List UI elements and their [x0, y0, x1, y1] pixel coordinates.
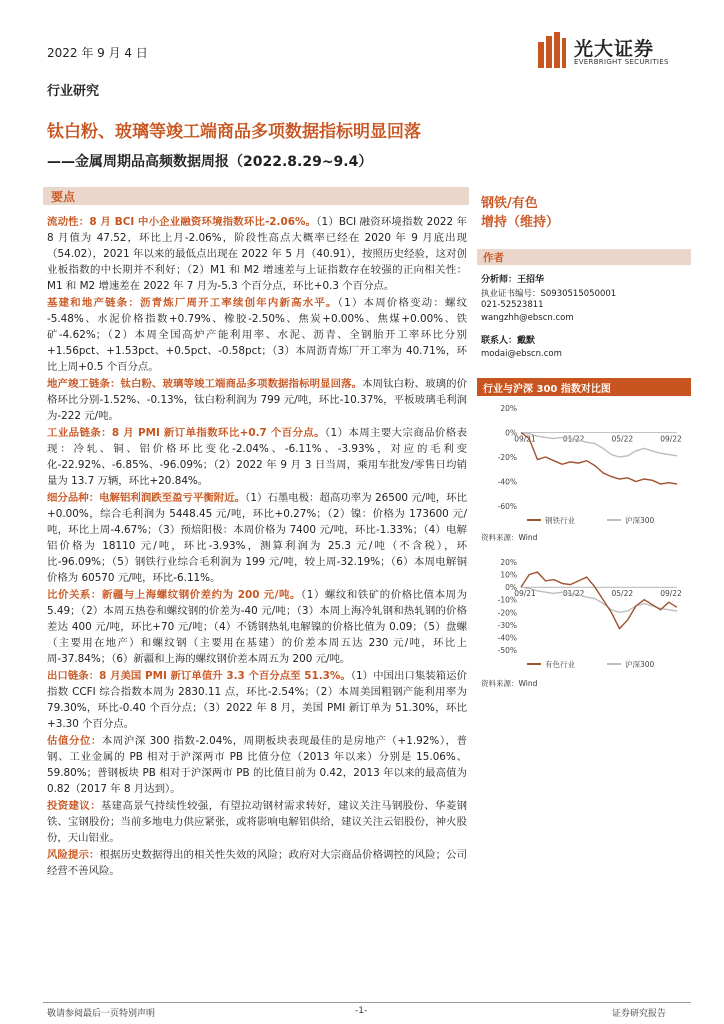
y-tick-label: -20% [497, 608, 517, 618]
paragraph-text: 本周沪深 300 指数-2.04%，周期板块表现最佳的是房地产（+1.92%），普钢、工业金属的 PB 相对于沪深两市 PB 比值分位（2013 年以来）分别是 15.06%、59.80%；普钢板块 PB 相对于沪深两市 PB 的比值目前为 0.42，2013 年以来的最高值为 0.82（2017 年 8 月达到）。 [47, 735, 467, 795]
paragraph-text: （1）螺纹和铁矿的价格比值本周为 5.49；（2）本周五热卷和螺纹钢的价差为-40 元/吨；（3）本周上海冷轧钢和热轧钢的价格差达 400 元/吨，环比+70 元/吨；（4）不锈钢热轧电解镍的价格比值为 0.09；（5）盘螺（主要用在地产）和螺纹钢（主要用在基建）的价差本周五达 230 元/吨，环比上周-37.84%；（6）新疆和上海的螺纹钢价差本周五为 200 元/吨。 [47, 589, 467, 665]
legend-label: 沪深300 [625, 516, 655, 525]
summary-paragraph [47, 214, 467, 294]
chart-source-1: 资料来源：Wind [481, 533, 538, 542]
chart-source-2: 资料来源：Wind [481, 679, 538, 688]
analyst-phone: 021-52523811 [481, 300, 544, 310]
y-tick-label: -50% [497, 646, 517, 655]
paragraph-text: 基建高景气持续性较强，有望拉动钢材需求转好，建议关注马钢股份、华菱钢铁、宝钢股份；当前多地电力供应紧张，或将影响电解铝供给，建议关注云铝股份，神火股份，天山铝业。 [47, 800, 468, 844]
everbright-logo-icon [538, 32, 566, 68]
paragraph-highlight: 流动性：8 月 BCI 中小企业融资环境指数环比-2.06%。 [47, 216, 317, 228]
y-tick-label: -30% [497, 620, 517, 630]
paragraph-highlight: 基建和地产链条：沥青炼厂周开工率续创年内新高水平。 [47, 297, 338, 309]
summary-paragraph [47, 798, 467, 846]
y-tick-label: -60% [497, 502, 517, 511]
paragraph-text: （1）本周主要大宗商品价格表现：冷轧、铜、铝价格环比变化-2.04%、-6.11%、-3.93%，对应的毛利变化-22.92%、-6.85%、-96.09%；（2）2022 年 9 月 3 日当周，乘用车批发/零售日均销量为 13.7 万辆，环比+20.84%。 [47, 427, 467, 487]
y-tick-label: 20% [500, 404, 517, 413]
paragraph-text: （1）中国出口集装箱运价指数 CCFI 综合指数本周为 2830.11 点，环比-2.54%；（2）本周美国粗钢产能利用率为 79.30%，环比-0.40 个百分点；（3）2022 年 8 月，美国 PMI 新订单为 51.30%，环比+3.30 个百分点。 [47, 670, 467, 730]
summary-paragraph [47, 376, 467, 424]
paragraph-highlight: 工业品链条：8 月 PMI 新订单指数环比+0.7 个百分点。 [47, 427, 325, 439]
x-tick-label: 09/22 [660, 434, 682, 444]
chart-title: 行业与沪深 300 指数对比图 [483, 384, 611, 395]
y-tick-label: -40% [497, 477, 517, 487]
summary-paragraph [47, 668, 467, 732]
rating-sector: 钢铁/有色 [481, 196, 538, 211]
logo-name: 光大证券 [574, 38, 655, 60]
x-tick-label: 01/22 [562, 434, 585, 444]
contact-email[interactable]: modai@ebscn.com [481, 349, 562, 359]
y-tick-label: 0% [505, 428, 517, 438]
report-category: 行业研究 [47, 84, 100, 99]
y-tick-label: -20% [497, 453, 517, 462]
legend-label: 有色行业 [545, 660, 575, 669]
paragraph-highlight: 投资建议： [47, 800, 101, 812]
paragraph-text: （1）石墨电极：超高功率为 26500 元/吨，环比+0.00%，综合毛利润为 5448.45 元/吨，环比+0.27%；（2）镍：价格为 173600 元/吨，环比上周-4.67%；（3）预焙阳极：本周价格为 7400 元/吨，环比-1.33%；（4）电解铝价格为 18110 元/吨，环比-3.93%，测算利润为 25.3 元/吨（不含税），环比-96.09%；（5）钢铁行业综合毛利润为 199 元/吨，较上周-32.19%；（6）本周电解铜价格为 60570 元/吨，环比-6.11%。 [47, 492, 468, 584]
footer-divider [43, 1002, 691, 1003]
footer-report-type: 证券研究报告 [612, 1009, 667, 1019]
x-tick-label: 05/22 [611, 589, 634, 599]
y-tick-label: 10% [500, 570, 517, 580]
legend-label: 钢铁行业 [545, 516, 575, 525]
legend-label: 沪深300 [625, 660, 655, 669]
series-line-csi300 [521, 587, 677, 612]
x-tick-label: 09/21 [514, 434, 536, 444]
page-number: -1- [355, 1006, 368, 1016]
analyst-name: 分析师：王招华 [481, 275, 545, 285]
y-tick-label: -40% [497, 633, 517, 643]
summary-paragraph [47, 425, 467, 489]
summary-label: 要点 [51, 190, 76, 204]
report-date: 2022 年 9 月 4 日 [47, 46, 148, 60]
x-tick-label: 01/22 [562, 589, 585, 599]
paragraph-text: 根据历史数据得出的相关性失效的风险；政府对大宗商品价格调控的风险；公司经营不善风险。 [47, 849, 467, 877]
summary-paragraph [47, 847, 467, 879]
chart-header [477, 378, 691, 396]
steel-vs-csi300-chart [477, 402, 691, 530]
report-title: 钛白粉、玻璃等竣工端商品多项数据指标明显回落 [47, 122, 421, 142]
summary-paragraph [47, 587, 467, 667]
rating-action: 增持（维持） [481, 215, 560, 230]
paragraph-highlight: 地产竣工链条：钛白粉、玻璃等竣工端商品多项数据指标明显回落。 [47, 378, 363, 390]
author-header [477, 249, 691, 265]
y-tick-label: 20% [500, 558, 517, 567]
nonferrous-vs-csi300-chart [477, 556, 691, 676]
paragraph-text: （1）BCI 融资环境指数 2022 年 8 月值为 47.52，环比上月-2.06%，阶段性高点大概率已经在 2020 年 9 月底出现（54.02），2021 年以来的最低点出现在 2022 年 5 月（40.91），按照历史经验，这对创业板指数的中长期并不利好；（2）M1 和 M2 增速差与上证指数存在较强的正向相关性：M1 和 M2 增速差在 2022 年 7 月为-5.3 个百分点，环比+0.3 个百分点。 [47, 216, 467, 292]
contact-name: 联系人：戴默 [481, 336, 536, 346]
x-tick-label: 09/22 [660, 589, 682, 599]
x-tick-label: 09/21 [514, 589, 536, 599]
summary-paragraph [47, 490, 467, 586]
logo-english: EVERBRIGHT SECURITIES [574, 58, 669, 66]
footer-disclaimer[interactable]: 敬请参阅最后一页特别声明 [47, 1009, 156, 1019]
author-label: 作者 [483, 252, 504, 264]
series-line-sector [521, 433, 677, 485]
license-number: 执业证书编号：S0930515050001 [481, 289, 617, 299]
analyst-email[interactable]: wangzhh@ebscn.com [481, 313, 574, 323]
y-tick-label: 0% [505, 583, 517, 593]
paragraph-highlight: 细分品种：电解铝利润跌至盈亏平衡附近。 [47, 492, 246, 504]
series-line-csi300 [521, 433, 677, 458]
paragraph-highlight: 风险提示： [47, 849, 100, 861]
summary-header [43, 187, 469, 205]
x-tick-label: 05/22 [611, 434, 634, 444]
summary-paragraph [47, 733, 467, 797]
paragraph-text: （1）本周价格变动：螺纹 -5.48%、水泥价格指数+0.79%、橡胶-2.50%、焦炭+0.00%、焦煤+0.00%、铁矿-4.62%；（2）本周全国高炉产能利用率、水泥、沥青、全钢胎开工率环比分别+1.56pct、+1.53pct、+0.5pct、-0.58pct；（3）本周沥青炼厂开工率为 40.71%，环比上周+0.5 个百分点。 [47, 297, 467, 373]
paragraph-highlight: 出口链条：8 月美国 PMI 新订单值升 3.3 个百分点至 51.3%。 [47, 670, 351, 682]
summary-body [47, 214, 467, 880]
paragraph-text: 本周钛白粉、玻璃的价格环比分别-1.52%、-0.13%，钛白粉利润为 799 元/吨，环比-10.37%，平板玻璃毛利润为-222 元/吨。 [47, 378, 468, 422]
company-logo [538, 30, 688, 76]
y-tick-label: -10% [497, 595, 517, 605]
paragraph-highlight: 估值分位： [47, 735, 102, 747]
report-subtitle: ——金属周期品高频数据周报（2022.8.29~9.4） [47, 154, 373, 170]
summary-paragraph [47, 295, 467, 375]
paragraph-highlight: 比价关系：新疆与上海螺纹钢价差约为 200 元/吨。 [47, 589, 301, 601]
